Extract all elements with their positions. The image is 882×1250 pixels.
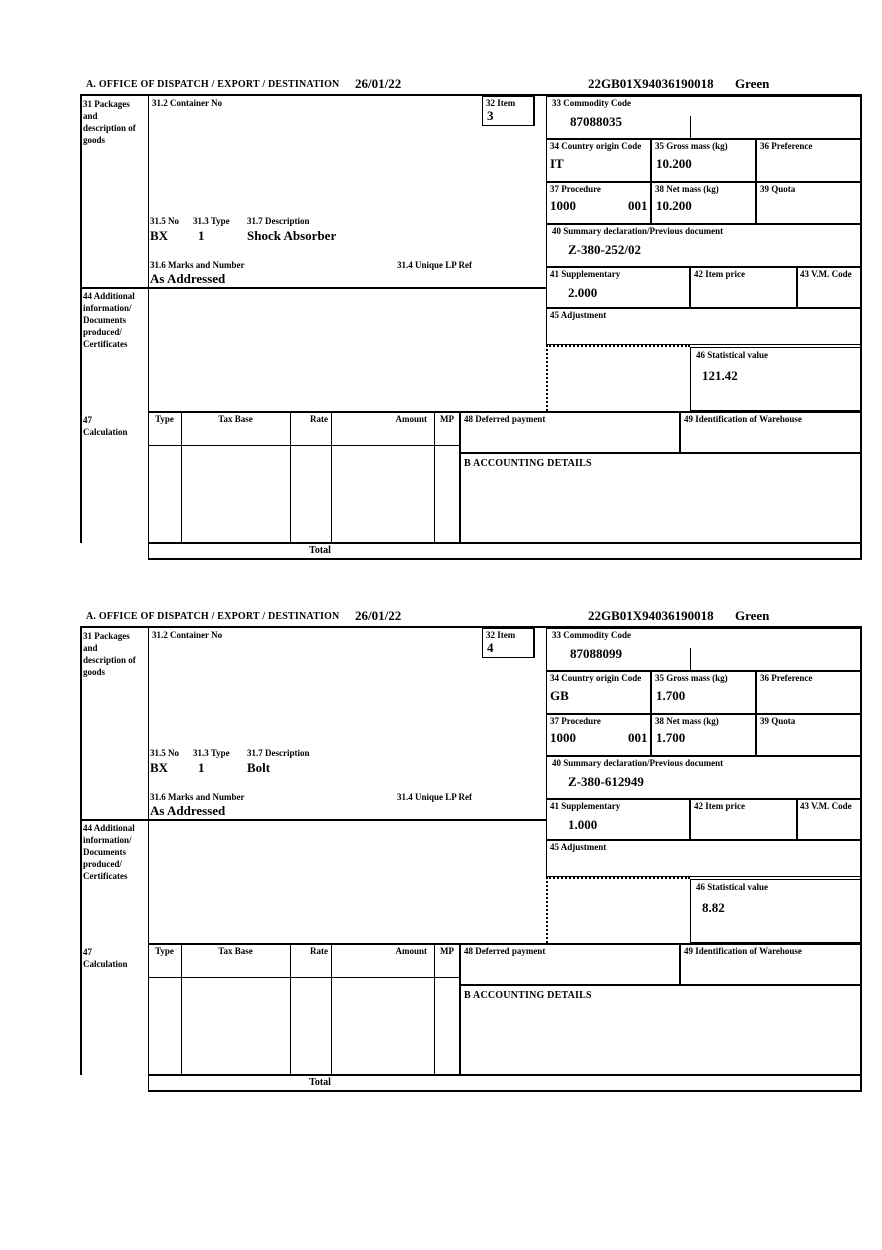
- goods-description-value: Bolt: [247, 760, 271, 775]
- calc-header-rate: Rate: [310, 946, 328, 956]
- calc-header-amount: Amount: [395, 414, 427, 424]
- declaration-reference: 22GB01X94036190018: [588, 76, 714, 91]
- dispatch-date: 26/01/22: [355, 608, 402, 623]
- box39-label: 39 Quota: [760, 184, 796, 194]
- calc-header-mp: MP: [440, 414, 454, 424]
- box44-label: 44 Additional information/ Documents produced/ Certificates: [83, 291, 135, 349]
- accounting-details-label: B ACCOUNTING DETAILS: [464, 458, 592, 469]
- calc-divider-4: [434, 411, 435, 543]
- country-origin-value: IT: [550, 156, 564, 171]
- box37-label: 37 Procedure: [550, 184, 601, 194]
- dotted-boundary-vertical: [546, 345, 548, 411]
- total-label: Total: [309, 545, 331, 556]
- box49-label: 49 Identification of Warehouse: [684, 414, 802, 424]
- calc-divider-1: [181, 411, 182, 543]
- box38-label: 38 Net mass (kg): [655, 716, 719, 726]
- calc-divider-2: [290, 943, 291, 1075]
- calc-header-mp: MP: [440, 946, 454, 956]
- routing-status: Green: [735, 76, 770, 91]
- box36-label: 36 Preference: [760, 141, 813, 151]
- declaration-reference: 22GB01X94036190018: [588, 608, 714, 623]
- box31-2-label: 31.2 Container No: [152, 98, 223, 108]
- box46-label: 46 Statistical value: [696, 882, 768, 892]
- box31-7-label: 31.7 Description: [247, 216, 310, 226]
- box33-label: 33 Commodity Code: [552, 630, 631, 640]
- box48-label: 48 Deferred payment: [464, 946, 546, 956]
- box31-3-label: 31.3 Type: [193, 748, 230, 758]
- box31-2-label: 31.2 Container No: [152, 630, 223, 640]
- office-of-dispatch-label: A. OFFICE OF DISPATCH / EXPORT / DESTINATION: [86, 79, 340, 90]
- grid-left-border: [80, 626, 82, 1075]
- goods-description-value: Shock Absorber: [247, 228, 337, 243]
- box34-label: 34 Country origin Code: [550, 141, 642, 151]
- box42-label: 42 Item price: [694, 801, 745, 811]
- box32-label: 32 Item: [486, 630, 516, 640]
- marks-bottom-border: [80, 819, 546, 821]
- calc-header-type: Type: [155, 946, 174, 956]
- box40-label: 40 Summary declaration/Previous document: [552, 226, 724, 236]
- box39-label: 39 Quota: [760, 716, 796, 726]
- box37-label: 37 Procedure: [550, 716, 601, 726]
- box45-label: 45 Adjustment: [550, 310, 607, 320]
- routing-status: Green: [735, 608, 770, 623]
- calc-divider-4: [434, 943, 435, 1075]
- box42-label: 42 Item price: [694, 269, 745, 279]
- dotted-boundary-vertical: [546, 877, 548, 943]
- package-kind-value: BX: [150, 228, 169, 243]
- box35-label: 35 Gross mass (kg): [655, 141, 728, 151]
- package-kind-value: BX: [150, 760, 169, 775]
- calc-header-rate: Rate: [310, 414, 328, 424]
- commodity-code-value: 87088099: [570, 646, 622, 661]
- commodity-subdivision-tick: [690, 116, 691, 139]
- box46-label: 46 Statistical value: [696, 350, 768, 360]
- declaration-item-section: [80, 74, 862, 561]
- box47-label: 47 Calculation: [83, 415, 128, 437]
- calc-header-amount: Amount: [395, 946, 427, 956]
- supplementary-value: 2.000: [568, 285, 598, 300]
- box41-label: 41 Supplementary: [550, 269, 621, 279]
- marks-value: As Addressed: [150, 803, 226, 818]
- calc-header-type: Type: [155, 414, 174, 424]
- box31-7-label: 31.7 Description: [247, 748, 310, 758]
- box31-4-label: 31.4 Unique LP Ref: [397, 260, 473, 270]
- box41-label: 41 Supplementary: [550, 801, 621, 811]
- declaration-item-section: [80, 606, 862, 1093]
- calc-header-tax-base: Tax Base: [218, 946, 253, 956]
- country-origin-value: GB: [550, 688, 569, 703]
- procedure-value: 1000: [550, 730, 576, 745]
- box43-label: 43 V.M. Code: [800, 801, 852, 811]
- procedure-value: 1000: [550, 198, 576, 213]
- box31-6-label: 31.6 Marks and Number: [150, 792, 245, 802]
- calc-divider-3: [331, 943, 332, 1075]
- summary-declaration-value: Z-380-252/02: [568, 242, 641, 257]
- dotted-boundary-horizontal: [546, 345, 690, 347]
- commodity-subdivision-tick: [690, 648, 691, 671]
- box35-label: 35 Gross mass (kg): [655, 673, 728, 683]
- box31-4-label: 31.4 Unique LP Ref: [397, 792, 473, 802]
- net-mass-value: 10.200: [656, 198, 692, 213]
- box31-3-label: 31.3 Type: [193, 216, 230, 226]
- package-count-value: 1: [198, 228, 205, 243]
- box45-label: 45 Adjustment: [550, 842, 607, 852]
- marks-value: As Addressed: [150, 271, 226, 286]
- calc-header-underline: [148, 445, 460, 446]
- box47-label: 47 Calculation: [83, 947, 128, 969]
- statistical-value: 121.42: [702, 368, 738, 383]
- box34-label: 34 Country origin Code: [550, 673, 642, 683]
- calculation-table: [148, 411, 460, 543]
- summary-declaration-value: Z-380-612949: [568, 774, 644, 789]
- box38-label: 38 Net mass (kg): [655, 184, 719, 194]
- calculation-table: [148, 943, 460, 1075]
- box32-label: 32 Item: [486, 98, 516, 108]
- calc-divider-1: [181, 943, 182, 1075]
- dispatch-date: 26/01/22: [355, 76, 402, 91]
- box31-5-label: 31.5 No: [150, 216, 179, 226]
- net-mass-value: 1.700: [656, 730, 686, 745]
- box36-label: 36 Preference: [760, 673, 813, 683]
- box31-6-label: 31.6 Marks and Number: [150, 260, 245, 270]
- gross-mass-value: 10.200: [656, 156, 692, 171]
- grid-left-border: [80, 94, 82, 543]
- calc-header-tax-base: Tax Base: [218, 414, 253, 424]
- gross-mass-value: 1.700: [656, 688, 686, 703]
- calc-divider-2: [290, 411, 291, 543]
- calc-divider-3: [331, 411, 332, 543]
- procedure-value-2: 001: [628, 198, 648, 213]
- item-number-value: 4: [487, 640, 494, 655]
- calc-header-underline: [148, 977, 460, 978]
- box31-label: 31 Packages and description of goods: [83, 631, 136, 677]
- office-of-dispatch-label: A. OFFICE OF DISPATCH / EXPORT / DESTINATION: [86, 611, 340, 622]
- total-label: Total: [309, 1077, 331, 1088]
- supplementary-value: 1.000: [568, 817, 598, 832]
- box40-label: 40 Summary declaration/Previous document: [552, 758, 724, 768]
- box31-5-label: 31.5 No: [150, 748, 179, 758]
- box48-label: 48 Deferred payment: [464, 414, 546, 424]
- box44-label: 44 Additional information/ Documents produced/ Certificates: [83, 823, 135, 881]
- marks-bottom-border: [80, 287, 546, 289]
- item-number-value: 3: [487, 108, 494, 123]
- procedure-value-2: 001: [628, 730, 648, 745]
- box43-label: 43 V.M. Code: [800, 269, 852, 279]
- commodity-code-value: 87088035: [570, 114, 622, 129]
- package-count-value: 1: [198, 760, 205, 775]
- box33-label: 33 Commodity Code: [552, 98, 631, 108]
- box49-label: 49 Identification of Warehouse: [684, 946, 802, 956]
- accounting-details-label: B ACCOUNTING DETAILS: [464, 990, 592, 1001]
- dotted-boundary-horizontal: [546, 877, 690, 879]
- statistical-value: 8.82: [702, 900, 725, 915]
- box31-label: 31 Packages and description of goods: [83, 99, 136, 145]
